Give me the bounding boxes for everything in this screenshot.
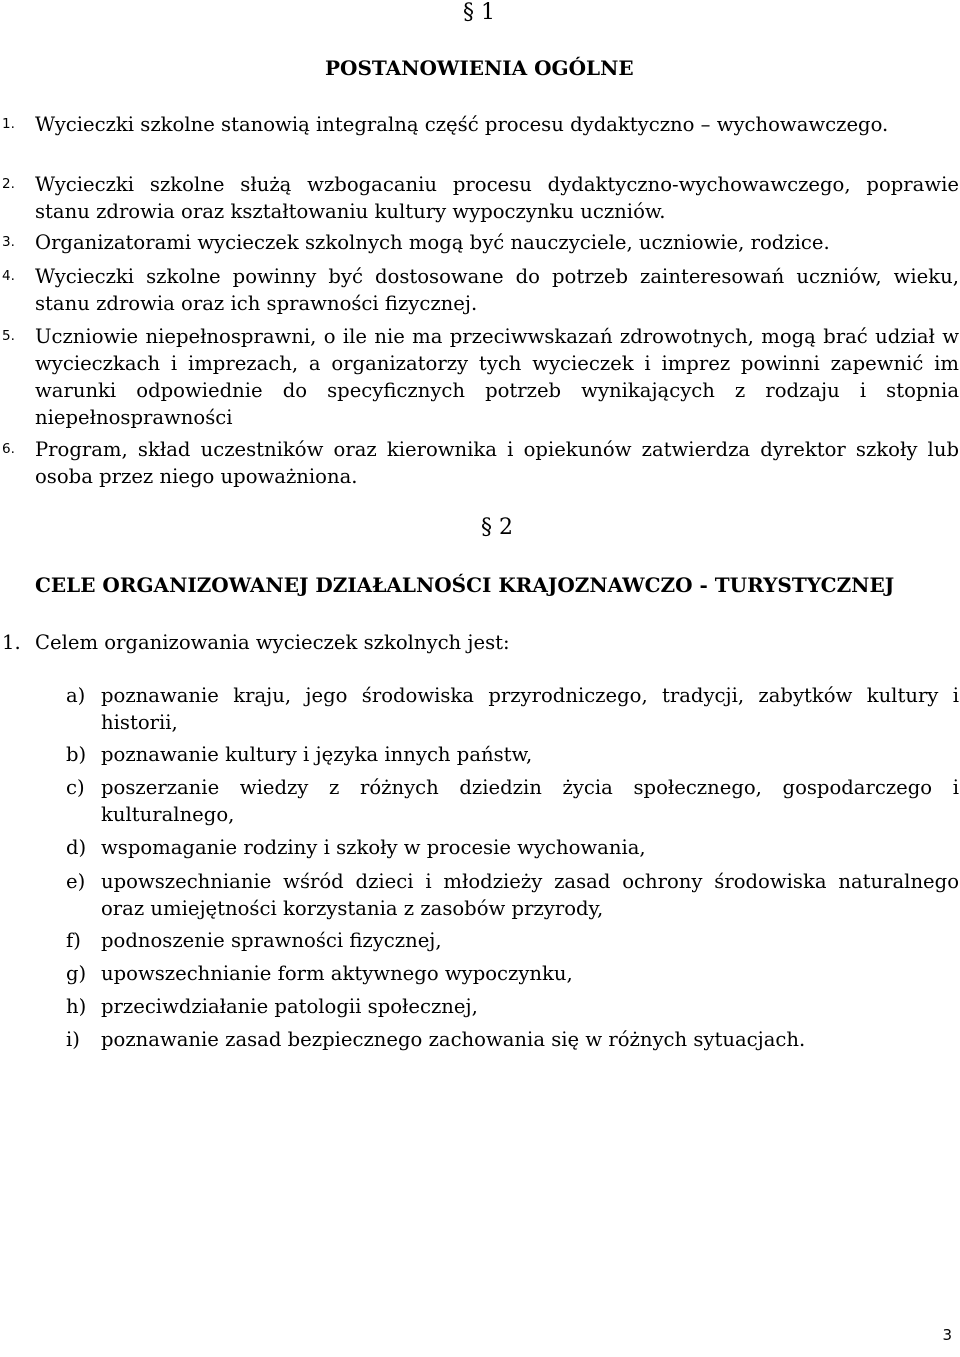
goal-letter: f) (66, 929, 81, 952)
item-text: Wycieczki szkolne stanowią integralną część procesu dydaktyczno – wychowawczego. (35, 113, 889, 136)
item-text: Uczniowie niepełnosprawni, o ile nie ma przeciwwskazań zdrowotnych, mogą brać udział w wycieczkach i imprezach, a organizatorzy tych wycieczek i imprez powinni zapewnić im warunki odpowiednie do specyficznych potrzeb wynikających z rodzaju i stopnia niepełnosprawności (35, 325, 959, 429)
goal-text: przeciwdziałanie patologii społecznej, (101, 995, 478, 1018)
goal-letter: i) (66, 1028, 80, 1051)
goal-text: poznawanie kraju, jego środowiska przyrodniczego, tradycji, zabytków kultury i historii, (101, 684, 959, 734)
item-text: Wycieczki szkolne powinny być dostosowane do potrzeb zainteresowań uczniów, wieku, stanu zdrowia oraz ich sprawności fizycznej. (35, 265, 959, 315)
goal-text: upowszechnianie wśród dzieci i młodzieży zasad ochrony środowiska naturalnego oraz umiejętności korzystania z zasobów przyrody, (101, 870, 959, 920)
item-number: 1. (2, 116, 15, 132)
intro-text: Celem organizowania wycieczek szkolnych jest: (35, 631, 510, 654)
item-text: Organizatorami wycieczek szkolnych mogą być nauczyciele, uczniowie, rodzice. (35, 231, 830, 254)
goal-text: wspomaganie rodziny i szkoły w procesie wychowania, (101, 836, 646, 859)
item-number: 5. (2, 328, 15, 344)
section-1-mark: § 1 (463, 0, 495, 25)
goal-text: podnoszenie sprawności fizycznej, (101, 929, 442, 952)
goal-letter: e) (66, 870, 86, 893)
goal-text: upowszechnianie form aktywnego wypoczynku, (101, 962, 573, 985)
item-number: 4. (2, 268, 15, 284)
goal-letter: a) (66, 684, 86, 707)
section-2-title: CELE ORGANIZOWANEJ DZIAŁALNOŚCI KRAJOZNAWCZO - TURYSTYCZNEJ (35, 573, 895, 597)
goal-letter: d) (66, 836, 87, 859)
item-number: 2. (2, 176, 15, 192)
goal-text: poszerzanie wiedzy z różnych dziedzin życia społecznego, gospodarczego i kulturalnego, (101, 776, 959, 826)
goal-letter: h) (66, 995, 87, 1018)
item-text: Wycieczki szkolne służą wzbogacaniu procesu dydaktyczno-wychowawczego, poprawie stanu zdrowia oraz kształtowaniu kultury wypoczynku uczniów. (35, 173, 959, 223)
goal-text: poznawanie zasad bezpiecznego zachowania się w różnych sytuacjach. (101, 1028, 806, 1051)
item-number: 3. (2, 234, 15, 250)
goal-letter: b) (66, 743, 87, 766)
intro-number: 1. (2, 631, 21, 654)
goal-letter: g) (66, 962, 87, 985)
goal-text: poznawanie kultury i języka innych państw, (101, 743, 533, 766)
goal-letter: c) (66, 776, 85, 799)
page-number: 3 (942, 1326, 952, 1344)
item-number: 6. (2, 441, 15, 457)
item-text: Program, skład uczestników oraz kierownika i opiekunów zatwierdza dyrektor szkoły lub osoba przez niego upoważniona. (35, 438, 959, 488)
section-2-mark: § 2 (481, 515, 513, 540)
section-1-title: POSTANOWIENIA OGÓLNE (325, 56, 634, 80)
